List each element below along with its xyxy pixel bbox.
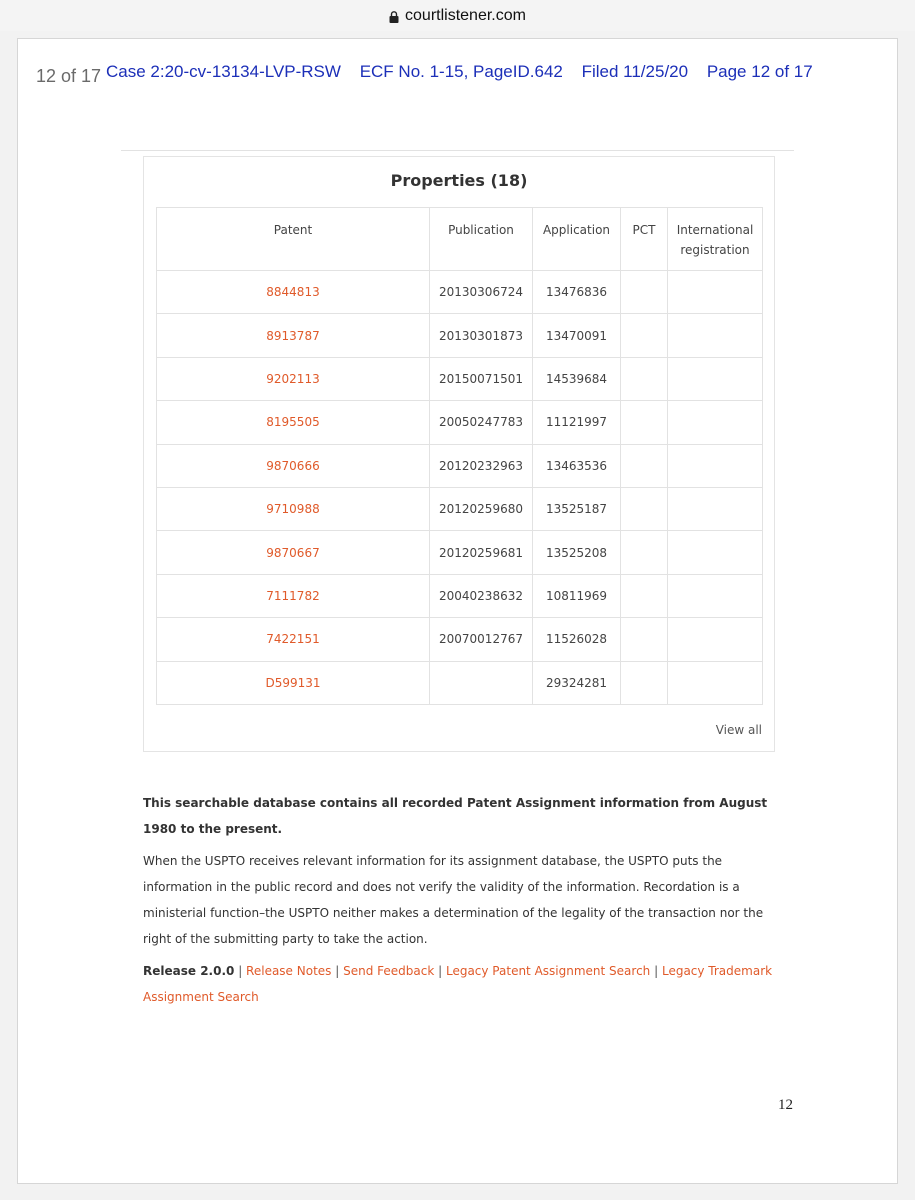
application-cell: 11526028 (533, 618, 621, 661)
table-row (157, 661, 763, 704)
international-registration-cell (668, 618, 763, 661)
filed-date: Filed 11/25/20 (581, 62, 689, 81)
publication-cell (430, 661, 533, 704)
international-registration-cell (668, 661, 763, 704)
patent-link[interactable]: 7111782 (157, 574, 430, 617)
application-cell: 13476836 (533, 271, 621, 314)
patent-link[interactable]: 8195505 (157, 401, 430, 444)
view-all-link[interactable]: View all (715, 723, 762, 737)
description-body: When the USPTO receives relevant information for its assignment database, the USPTO puts the information in the public record and does not verify the validity of the information. Recordation is a ministerial function–the USPTO neither makes a determination of the legality of the transaction nor the right of the submitting party to take the action. (143, 854, 764, 946)
case-number: Case 2:20-cv-13134-LVP-RSW (106, 62, 341, 81)
column-header-application: Application (533, 208, 621, 271)
patent-link[interactable]: 9710988 (157, 487, 430, 530)
international-registration-cell (668, 314, 763, 357)
pct-cell (621, 314, 668, 357)
patent-link[interactable]: 9870667 (157, 531, 430, 574)
table-row (157, 271, 763, 314)
application-cell: 10811969 (533, 574, 621, 617)
pct-cell (621, 574, 668, 617)
release-version: Release 2.0.0 (143, 964, 235, 978)
publication-cell: 20050247783 (430, 401, 533, 444)
pct-cell (621, 531, 668, 574)
international-registration-cell (668, 357, 763, 400)
pct-cell (621, 487, 668, 530)
column-header-international-registration: International registration (668, 208, 763, 271)
properties-title: Properties (18) (390, 171, 528, 190)
send-feedback-link[interactable]: Send Feedback (343, 964, 435, 978)
pct-cell (621, 661, 668, 704)
pct-cell (621, 357, 668, 400)
release-notes-link[interactable]: Release Notes (246, 964, 332, 978)
international-registration-cell (668, 271, 763, 314)
international-registration-cell (668, 401, 763, 444)
column-header-pct: PCT (621, 208, 668, 271)
browser-address-bar[interactable] (0, 0, 915, 31)
properties-card (143, 156, 775, 752)
patent-link[interactable]: 7422151 (157, 618, 430, 661)
description (143, 790, 783, 1016)
international-registration-cell (668, 444, 763, 487)
case-header (106, 62, 827, 82)
international-registration-cell (668, 531, 763, 574)
legacy-patent-search-link[interactable]: Legacy Patent Assignment Search (445, 964, 651, 978)
publication-cell: 20150071501 (430, 357, 533, 400)
lock-icon (389, 11, 399, 23)
table-row (157, 357, 763, 400)
table-row (157, 444, 763, 487)
pct-cell (621, 618, 668, 661)
patent-link[interactable]: 9202113 (157, 357, 430, 400)
publication-cell: 20120232963 (430, 444, 533, 487)
ecf-number: ECF No. 1-15, PageID.642 (359, 62, 563, 81)
application-cell: 13463536 (533, 444, 621, 487)
page-number: 12 (778, 1097, 793, 1113)
table-row (157, 314, 763, 357)
international-registration-cell (668, 574, 763, 617)
table-row (157, 401, 763, 444)
patent-link[interactable]: 8913787 (157, 314, 430, 357)
pct-cell (621, 271, 668, 314)
pct-cell (621, 401, 668, 444)
application-cell: 13525187 (533, 487, 621, 530)
column-header-publication: Publication (430, 208, 533, 271)
publication-cell: 20130306724 (430, 271, 533, 314)
divider (121, 150, 794, 151)
legacy-trademark-search-link[interactable]: Legacy Trademark Assignment Search (143, 964, 773, 1004)
publication-cell: 20120259681 (430, 531, 533, 574)
page-counter: 12 of 17 (36, 66, 102, 86)
publication-cell: 20040238632 (430, 574, 533, 617)
description-bold: This searchable database contains all recorded Patent Assignment information from August 1980 to the present. (143, 796, 768, 836)
patent-link[interactable]: 9870666 (157, 444, 430, 487)
page-of: Page 12 of 17 (706, 62, 813, 81)
pct-cell (621, 444, 668, 487)
international-registration-cell (668, 487, 763, 530)
document-page (17, 38, 898, 1184)
properties-table (156, 207, 763, 705)
application-cell: 13525208 (533, 531, 621, 574)
application-cell: 11121997 (533, 401, 621, 444)
column-header-patent: Patent (157, 208, 430, 271)
patent-link[interactable]: D599131 (157, 661, 430, 704)
application-cell: 13470091 (533, 314, 621, 357)
publication-cell: 20070012767 (430, 618, 533, 661)
publication-cell: 20120259680 (430, 487, 533, 530)
url-text: courtlistener.com (405, 6, 526, 24)
footer-links: Release 2.0.0 | Release Notes | Send Feedback | Legacy Patent Assignment Search | Legacy Trademark Assignment Search (143, 964, 773, 1004)
application-cell: 14539684 (533, 357, 621, 400)
patent-link[interactable]: 8844813 (157, 271, 430, 314)
embedded-screenshot (121, 150, 794, 1020)
publication-cell: 20130301873 (430, 314, 533, 357)
table-header-row (157, 208, 763, 271)
table-row (157, 531, 763, 574)
application-cell: 29324281 (533, 661, 621, 704)
table-row (157, 574, 763, 617)
table-row (157, 618, 763, 661)
table-row (157, 487, 763, 530)
